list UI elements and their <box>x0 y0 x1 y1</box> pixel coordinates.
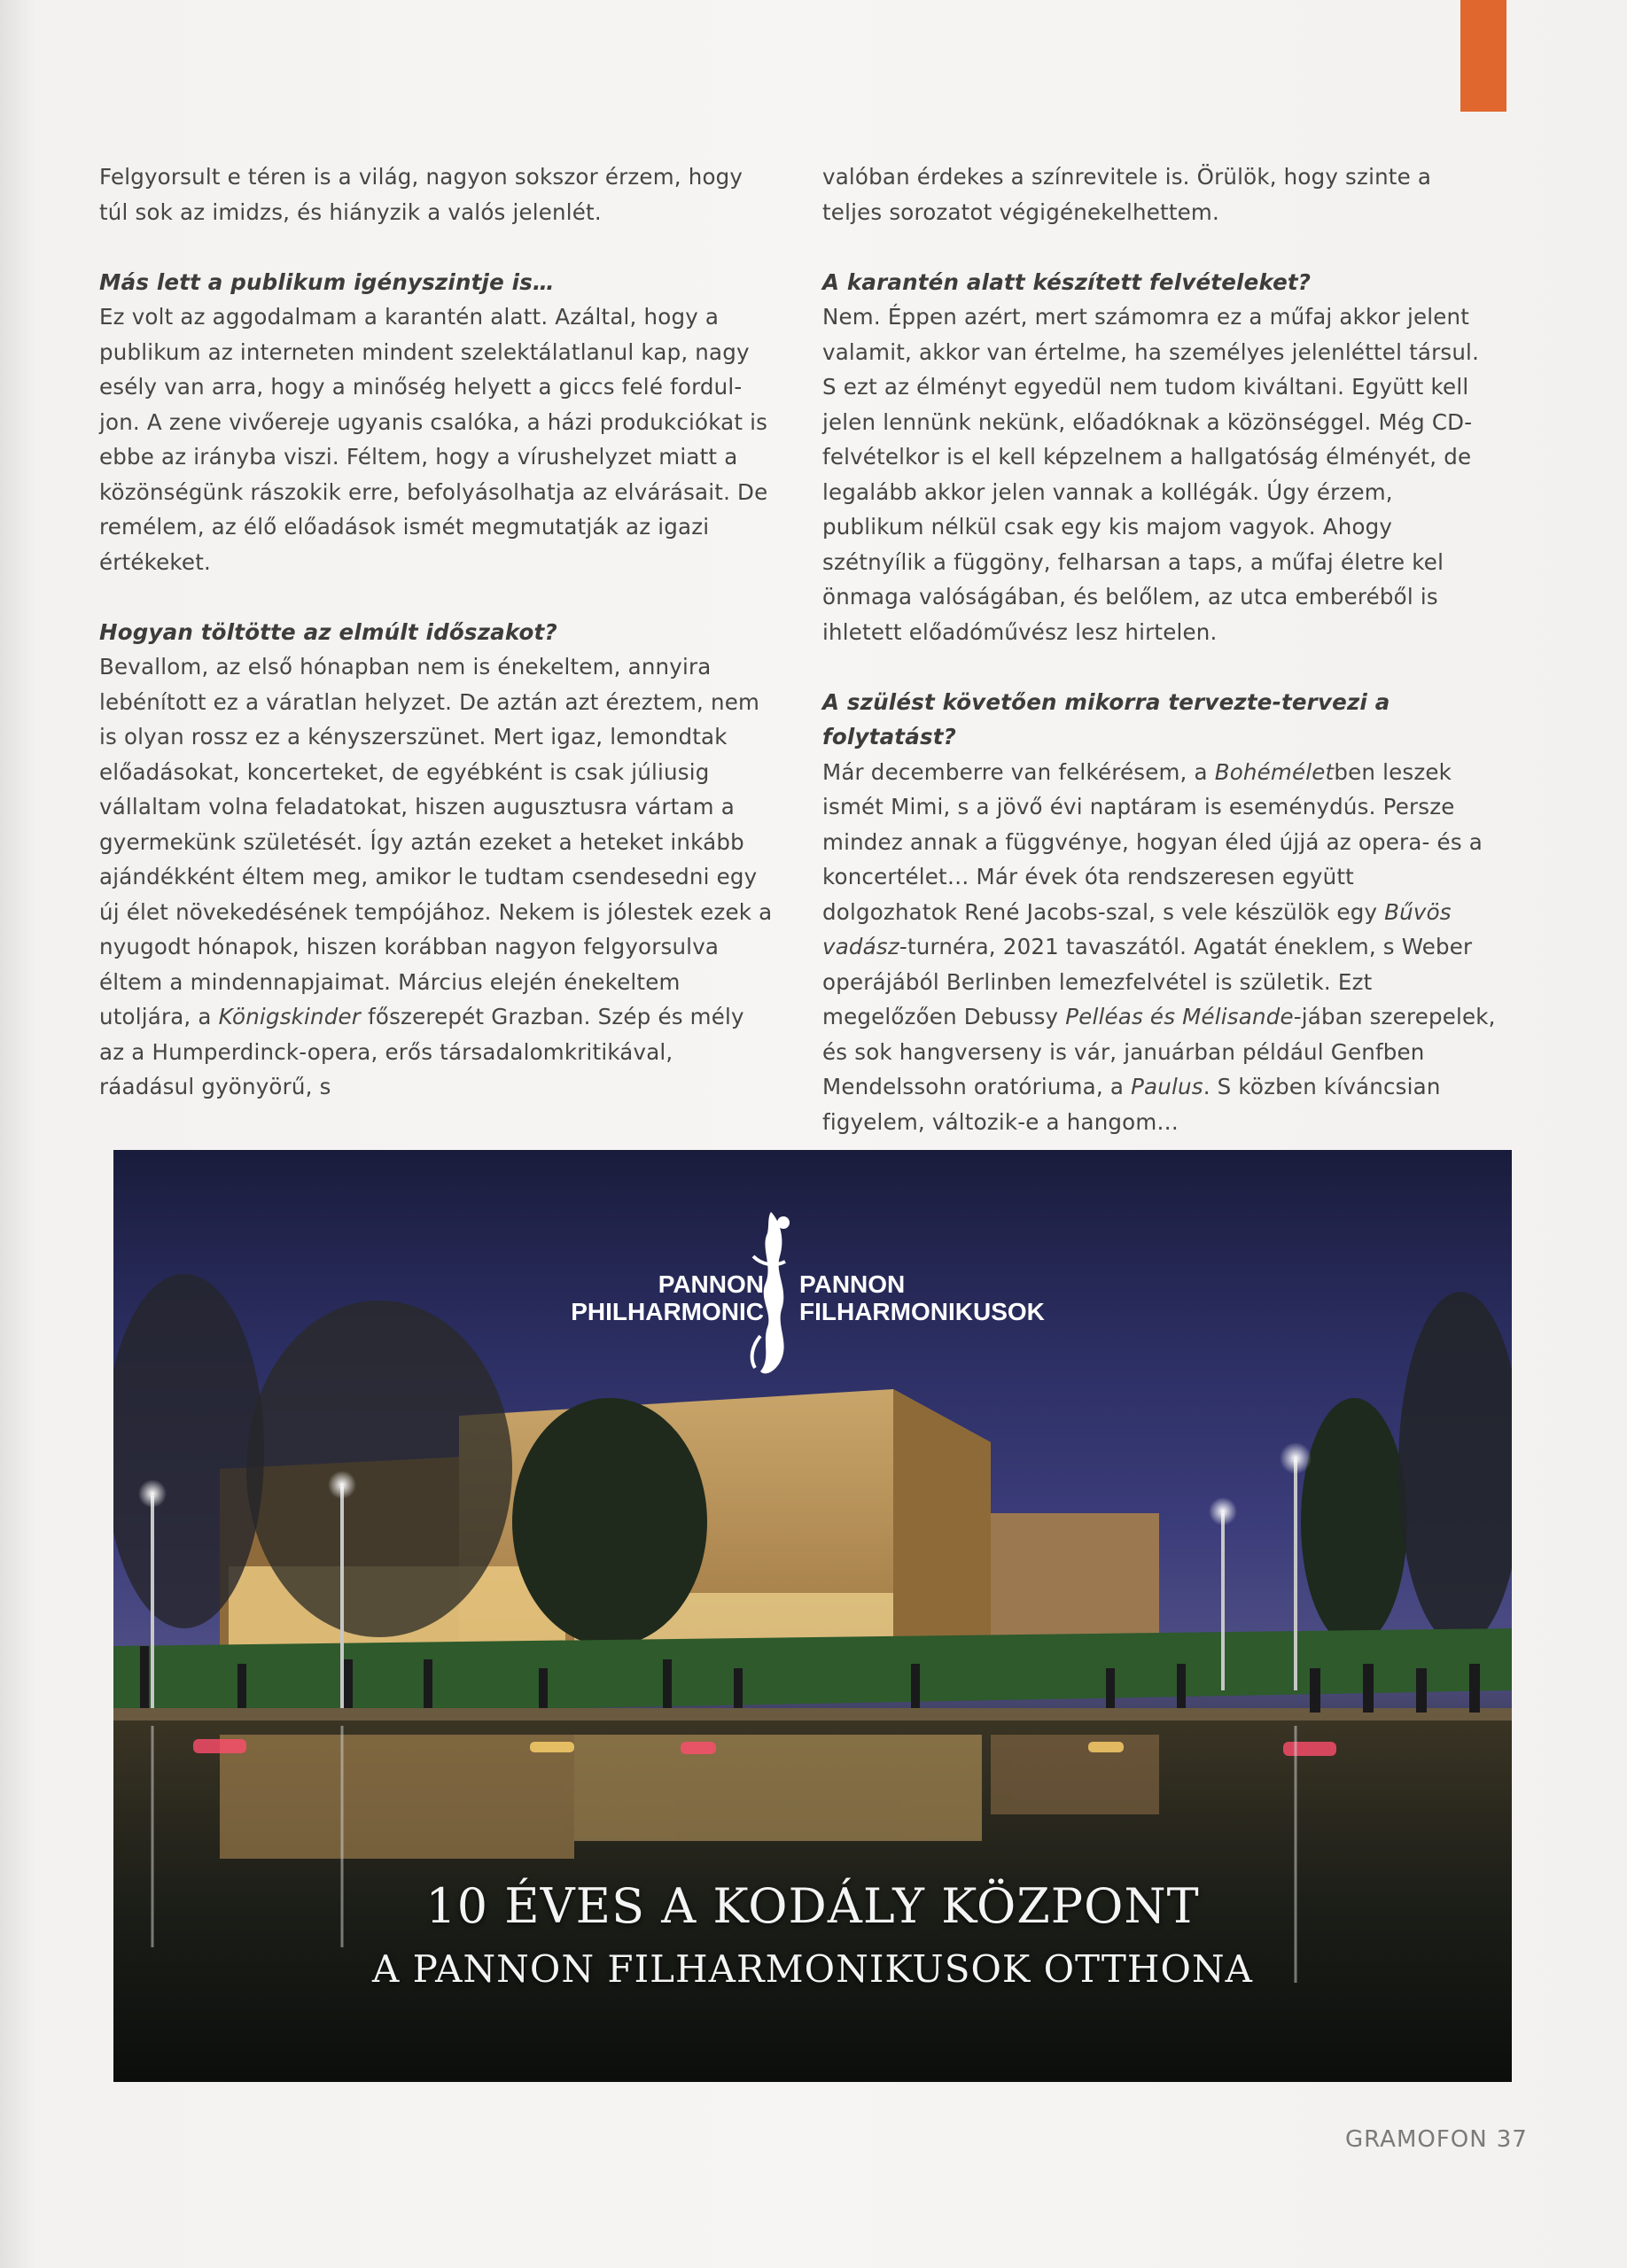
right-text-column <box>822 159 1496 1139</box>
text-run: főszerepét Grazban. Szép és mély az a Humperdinck-opera, erős társadalomkritikával, ráadásul gyönyörű, s <box>99 1004 744 1099</box>
italic-title: Königskinder <box>218 1004 362 1029</box>
logo-english-name <box>571 1270 764 1325</box>
logo-text: PANNON <box>658 1270 764 1298</box>
orange-accent-tab <box>1460 0 1506 112</box>
ad-subheadline: A PANNON FILHARMONIKUSOK OTTHONA <box>371 1947 1254 1991</box>
interview-question: A karantén alatt készített felvételeket? <box>822 268 1312 295</box>
paragraph <box>822 755 1496 1140</box>
ad-headline: 10 ÉVES A KODÁLY KÖZPONT <box>425 1878 1200 1934</box>
italic-title: Bohémélet <box>1214 758 1335 785</box>
text-run: -turnéra, 2021 tavaszától. Agatát éneklem, s Weber operájából Berlinben lemezfelvétel is születik. Ezt megelőzően Debussy <box>822 934 1473 1029</box>
logo-text: PHILHARMONIC <box>571 1298 764 1325</box>
text-run: . S közben kíváncsian figyelem, változik-e a hangom… <box>822 1074 1441 1135</box>
dancer-figure-icon <box>744 1203 806 1380</box>
paragraph: Nem. Éppen azért, mert számomra ez a műfaj akkor jelent valamit, akkor van értelme, ha személyes jelenléttel társul. S ezt az élményt egyedül nem tudom kiváltani. Együtt kell jelen lennünk nekünk, előadóknak a közönséggel. Még CD-felvételkor is el kell képzelnem a hallgatóság élményét, de legalább akkor jelen vannak a kollégák. Úgy érzem, publikum nélkül csak egy kis majom vagyok. Ahogy szétnyílik a függöny, felharsan a taps, a műfaj életre kel önmaga valóságában, és belőlem, az utca emberéből is ihletett előadóművész lesz hirtelen. <box>822 304 1480 645</box>
text-run: -jában szerepelek, és sok hangverseny is vár, januárban például Genfben Mendelssohn oratóriuma, a <box>822 1004 1496 1099</box>
interview-question: A szülést követően mikorra tervezte-tervezi a folytatást? <box>822 688 1390 750</box>
kodaly-kozpont-advertisement <box>113 1150 1512 2082</box>
side-building <box>991 1513 1159 1637</box>
logo-text: PANNON <box>799 1270 906 1298</box>
text-run: ben leszek ismét Mimi, s a jövő évi naptáram is eseménydús. Persze mindez annak a függvénye, hogyan éled újjá az opera- és a koncertélet… Már évek óta rendszeresen együtt dolgozhatok René Jacobs-szal, s vele készülök egy <box>822 758 1483 925</box>
text-run: Bevallom, az első hónapban nem is énekeltem, annyira lebénított ez a váratlan helyzet. De aztán azt éreztem, nem is olyan rossz ez a kényszerszünet. Mert igaz, lemondtak előadásokat, koncerteket, de egyébként is csak júliusig vállaltam volna feladatokat, hiszen augusztusra vártam a gyermekünk születését. Így aztán ezeket a heteket inkább ajándékként éltem meg, amikor le tudtam csendesedni egy új élet növekedésének tempójához. Nekem is jólestek ezek a nyugodt hónapok, hiszen korábban nagyon felgyorsulva éltem a mindennapjaimat. Március elején énekeltem utoljára, a <box>99 654 773 1029</box>
logo-text: FILHARMONIKUSOK <box>799 1298 1045 1325</box>
paragraph: Felgyorsult e téren is a világ, nagyon sokszor érzem, hogy túl sok az imidzs, és hiányzik a valós jelenlét. <box>99 164 743 225</box>
magazine-name: GRAMOFON <box>1345 2126 1488 2153</box>
interview-question: Más lett a publikum igényszintje is… <box>99 268 555 295</box>
text-run: Már decemberre van felkérésem, a <box>822 758 1215 785</box>
italic-title: Pelléas és Mélisande <box>1065 1004 1294 1029</box>
italic-title: Bűvös vadász <box>822 898 1452 959</box>
logo-hungarian-name <box>799 1270 1045 1325</box>
interview-question: Hogyan töltötte az elmúlt időszakot? <box>99 618 557 645</box>
paragraph: valóban érdekes a színrevitele is. Örülök, hogy szinte a teljes sorozatot végigénekelhettem. <box>822 164 1432 225</box>
page-number: 37 <box>1496 2126 1528 2153</box>
pannon-philharmonic-logo <box>539 1203 1106 1380</box>
paragraph <box>99 649 773 1105</box>
italic-title: Paulus <box>1131 1074 1203 1099</box>
left-text-column <box>99 159 773 1105</box>
page-footer <box>1345 2126 1528 2153</box>
paragraph: Ez volt az aggodalmam a karantén alatt. Azáltal, hogy a publikum az interneten mindent szelektálatlanul kap, nagy esély van arra, hogy a minőség helyett a giccs felé fordul-jon. A zene vivőereje ugyanis csalóka, a házi produkciókat is ebbe az irányba viszi. Féltem, hogy a vírushelyzet miatt a közönségünk rászokik erre, befolyásolhatja az elvárásait. De remélem, az élő előadások ismét megmutatják az igazi értékeket. <box>99 304 768 575</box>
